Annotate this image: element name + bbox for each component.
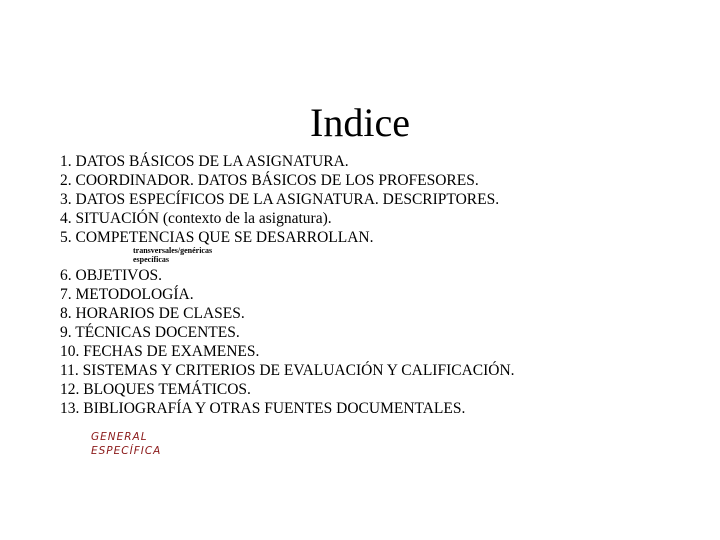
sub-item-transversales[interactable]: transversales/genéricas: [133, 246, 213, 255]
index-item-tecnicas: 9. TÉCNICAS DOCENTES.: [60, 324, 240, 341]
index-list: [60, 152, 700, 418]
link-general[interactable]: GENERAL: [91, 431, 148, 443]
sub-item-especificas[interactable]: específicas: [133, 255, 169, 264]
page-title: Indice: [310, 99, 410, 145]
link-especifica[interactable]: ESPECÍFICA: [91, 445, 162, 457]
index-item-datos-basicos: 1. DATOS BÁSICOS DE LA ASIGNATURA.: [60, 153, 349, 170]
index-item-datos-especificos: 3. DATOS ESPECÍFICOS DE LA ASIGNATURA. DESCRIPTORES.: [60, 191, 500, 208]
index-item-situacion: 4. SITUACIÓN (contexto de la asignatura).: [60, 210, 332, 227]
index-item-competencias: 5. COMPETENCIAS QUE SE DESARROLLAN.: [60, 229, 374, 246]
index-item-bibliografia: 13. BIBLIOGRAFÍA Y OTRAS FUENTES DOCUMENTALES.: [60, 400, 466, 417]
index-list-part2: [60, 266, 700, 418]
competencias-sublist: [133, 246, 700, 264]
index-item-evaluacion: 11. SISTEMAS Y CRITERIOS DE EVALUACIÓN Y CALIFICACIÓN.: [60, 362, 515, 379]
index-item-fechas: 10. FECHAS DE EXAMENES.: [60, 343, 260, 360]
index-item-coordinador: 2. COORDINADOR. DATOS BÁSICOS DE LOS PROFESORES.: [60, 172, 479, 189]
index-item-objetivos: 6. OBJETIVOS.: [60, 267, 163, 284]
index-item-metodologia: 7. METODOLOGÍA.: [60, 286, 194, 303]
footer-links: [91, 430, 161, 458]
index-item-horarios: 8. HORARIOS DE CLASES.: [60, 305, 245, 322]
index-item-bloques: 12. BLOQUES TEMÁTICOS.: [60, 381, 251, 398]
